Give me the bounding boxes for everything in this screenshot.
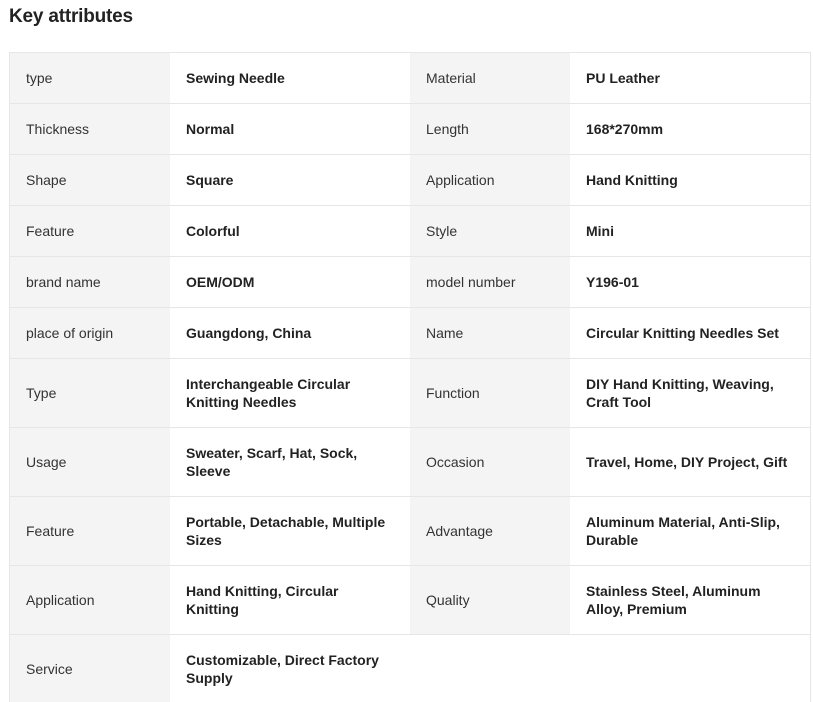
table-row [10, 206, 810, 257]
attribute-key: Material [410, 53, 570, 103]
attribute-value: Normal [170, 104, 410, 154]
empty-cell [410, 635, 570, 702]
attribute-key: Application [410, 155, 570, 205]
attribute-key: Application [10, 566, 170, 634]
attribute-value: Customizable, Direct Factory Supply [170, 635, 410, 702]
table-row [10, 428, 810, 497]
attribute-value: Hand Knitting [570, 155, 810, 205]
empty-cell [570, 635, 810, 702]
attribute-value: DIY Hand Knitting, Weaving, Craft Tool [570, 359, 810, 427]
attribute-value: Square [170, 155, 410, 205]
attribute-value: Hand Knitting, Circular Knitting [170, 566, 410, 634]
attribute-key: Type [10, 359, 170, 427]
attribute-value: Travel, Home, DIY Project, Gift [570, 428, 810, 496]
table-row [10, 53, 810, 104]
attribute-value: OEM/ODM [170, 257, 410, 307]
attribute-key: Length [410, 104, 570, 154]
table-row [10, 155, 810, 206]
table-row [10, 359, 810, 428]
attribute-key: model number [410, 257, 570, 307]
attribute-value: Stainless Steel, Aluminum Alloy, Premium [570, 566, 810, 634]
attribute-key: Quality [410, 566, 570, 634]
attribute-value: Sweater, Scarf, Hat, Sock, Sleeve [170, 428, 410, 496]
attribute-value: Portable, Detachable, Multiple Sizes [170, 497, 410, 565]
table-row [10, 566, 810, 635]
attribute-value: PU Leather [570, 53, 810, 103]
attribute-value: Guangdong, China [170, 308, 410, 358]
attribute-key: Feature [10, 206, 170, 256]
attribute-key: brand name [10, 257, 170, 307]
attribute-key: Style [410, 206, 570, 256]
section-title: Key attributes [9, 6, 133, 27]
attribute-value: Colorful [170, 206, 410, 256]
attribute-value: Sewing Needle [170, 53, 410, 103]
attribute-value: Aluminum Material, Anti-Slip, Durable [570, 497, 810, 565]
attribute-key: Name [410, 308, 570, 358]
table-row [10, 497, 810, 566]
table-row [10, 104, 810, 155]
attribute-key: Shape [10, 155, 170, 205]
attribute-value: Interchangeable Circular Knitting Needles [170, 359, 410, 427]
attribute-key: Advantage [410, 497, 570, 565]
attribute-key: place of origin [10, 308, 170, 358]
attribute-key: Thickness [10, 104, 170, 154]
attribute-key: Usage [10, 428, 170, 496]
attribute-value: 168*270mm [570, 104, 810, 154]
attribute-key: Service [10, 635, 170, 702]
attributes-table [9, 52, 811, 702]
attribute-value: Circular Knitting Needles Set [570, 308, 810, 358]
attribute-value: Mini [570, 206, 810, 256]
attribute-key: Function [410, 359, 570, 427]
attribute-value: Y196-01 [570, 257, 810, 307]
attribute-key: Occasion [410, 428, 570, 496]
table-row [10, 257, 810, 308]
table-row [10, 308, 810, 359]
attribute-key: type [10, 53, 170, 103]
table-row [10, 635, 810, 702]
attribute-key: Feature [10, 497, 170, 565]
